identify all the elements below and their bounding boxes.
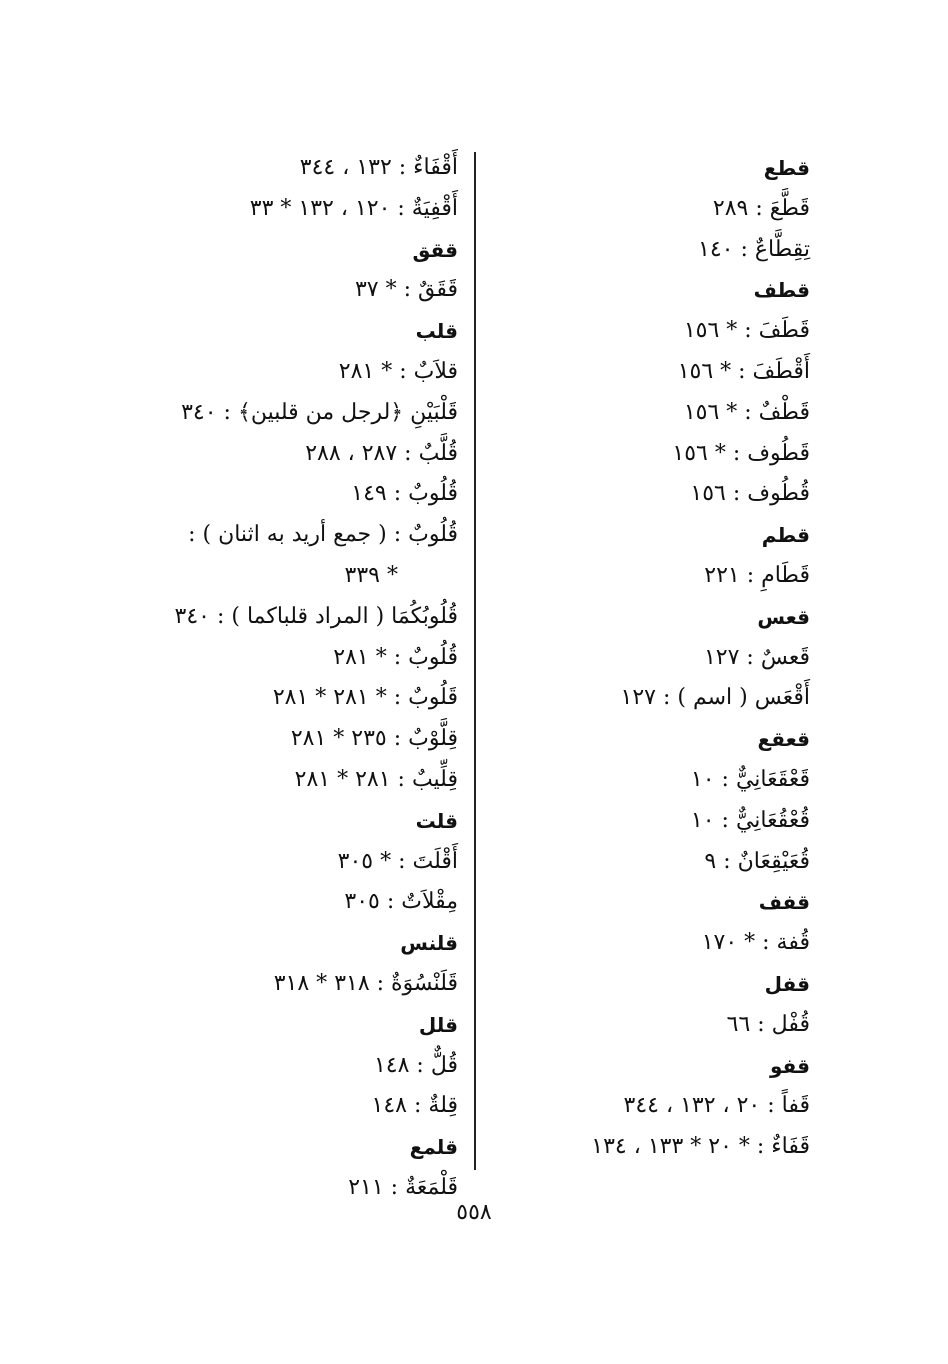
root-heading: قلت (415, 808, 458, 833)
index-entry: قَلْبَيْنِ ﴿لرجل من قلبين﴾ : ٣٤٠ (181, 399, 458, 425)
root-heading: قلمع (409, 1135, 458, 1160)
root-heading: قفف (758, 890, 810, 915)
index-entry: قُطُوف : ١٥٦ (690, 481, 810, 507)
index-entry: أَقْطَفَ : * ١٥٦ (677, 358, 810, 384)
left-column (128, 148, 458, 1209)
index-entry: تِقِطَّاعٌ : ١٤٠ (698, 236, 810, 262)
root-heading: قلل (418, 1012, 458, 1037)
index-entry: قَفَاءٌ : * ٢٠ * ١٣٣ ، ١٣٤ (591, 1134, 810, 1160)
root-heading: ققق (412, 237, 458, 262)
index-entry: قَلْمَعَةٌ : ٢١١ (348, 1174, 458, 1200)
index-entry: قِلَّوْبٌ : ٢٣٥ * ٢٨١ (290, 726, 458, 752)
right-column (470, 148, 810, 1168)
index-entry: مِقْلاَتٌ : ٣٠٥ (344, 889, 458, 915)
index-entry: قَطَّعَ : ٢٨٩ (712, 195, 810, 221)
index-entry: قَلُوبٌ : * ٢٨١ * ٢٨١ (272, 685, 458, 711)
index-entry: قَعْقَعَانِيٌّ : ١٠ (690, 766, 810, 792)
index-entry: قَطَفَ : * ١٥٦ (683, 318, 810, 344)
root-heading: قطم (761, 523, 810, 548)
root-heading: قطف (753, 278, 810, 303)
root-heading: قلنس (400, 931, 458, 956)
index-entry: أَقْعَس ( اسم ) : ١٢٧ (620, 685, 810, 711)
root-heading: قعقع (757, 727, 810, 752)
index-entry: قَطَامِ : ٢٢١ (704, 562, 810, 588)
root-heading: قعس (757, 604, 810, 629)
root-heading: قطع (763, 156, 810, 180)
index-entry: أَقْلَتَ : * ٣٠٥ (337, 848, 458, 874)
index-entry: قُفة : * ١٧٠ (701, 930, 810, 956)
index-entry: قُلُوبُكُمَا ( المراد قلباكما ) : ٣٤٠ (174, 603, 458, 629)
root-heading: قفل (764, 971, 810, 996)
root-heading: قلب (415, 319, 458, 344)
index-entry: قِلةٌ : ١٤٨ (371, 1093, 458, 1119)
index-entry: قُلُوبٌ : ١٤٩ (351, 481, 458, 507)
index-entry: قَقَقٌ : * ٣٧ (354, 277, 458, 303)
index-entry: قَطُوف : * ١٥٦ (672, 440, 810, 466)
index-entry: قُلُوبٌ : * ٢٨١ (333, 644, 458, 670)
column-divider (474, 152, 476, 1170)
index-entry: قَطْفٌ : * ١٥٦ (683, 399, 810, 425)
index-entry: قُعْقُعَانِيٌّ : ١٠ (690, 807, 810, 833)
index-entry: قُلٌّ : ١٤٨ (373, 1052, 458, 1078)
index-entry: * ٣٣٩ (344, 562, 398, 588)
index-entry: أَقْفِيَةٌ : ١٢٠ ، ١٣٢ * ٣٣ (249, 195, 458, 221)
index-entry: قَفاً : ٢٠ ، ١٣٢ ، ٣٤٤ (623, 1093, 810, 1119)
index-entry: قُفْل : ٦٦ (726, 1011, 810, 1037)
index-entry: قِلِّيبٌ : ٢٨١ * ٢٨١ (294, 766, 458, 792)
index-entry: قَلَنْسُوَةٌ : ٣١٨ * ٣١٨ (273, 970, 458, 996)
index-entry: أَقْفَاءٌ : ١٣٢ ، ٣٤٤ (299, 155, 458, 180)
root-heading: قفو (769, 1053, 810, 1078)
index-entry: قُلَّبٌ : ٢٨٧ ، ٢٨٨ (305, 440, 458, 466)
index-entry: قلاَبٌ : * ٢٨١ (338, 358, 458, 384)
index-entry: قُلُوبٌ : ( جمع أريد به اثنان ) : (188, 522, 458, 548)
page-number: ٥٥٨ (456, 1200, 492, 1225)
index-entry: قَعسٌ : ١٢٧ (703, 644, 810, 670)
index-entry: قُعَيْقِعَانٌ : ٩ (704, 848, 810, 874)
